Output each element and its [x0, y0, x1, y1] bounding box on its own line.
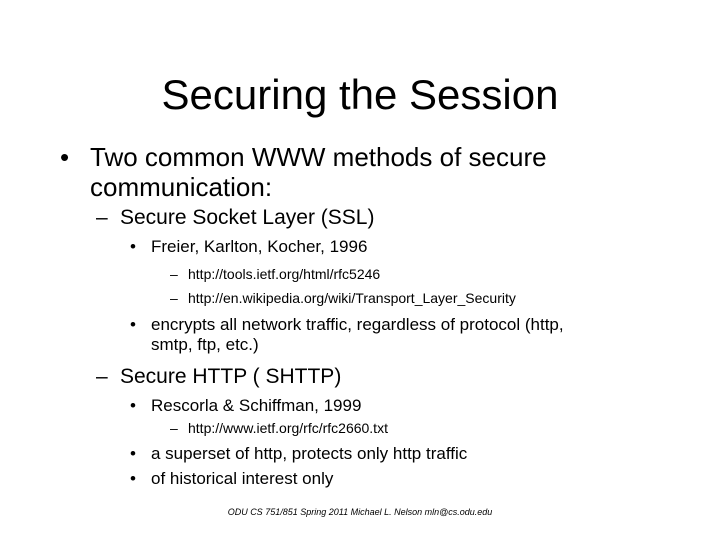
level3-marker: • — [130, 396, 136, 415]
slide-title: Securing the Session — [161, 71, 559, 118]
level3-marker: • — [130, 444, 136, 463]
subbullet-ssl: Secure Socket Layer (SSL) — [120, 206, 375, 229]
shttp-description: a superset of http, protects only http traffic — [151, 444, 468, 463]
ssl-link-rfc5246[interactable]: http://tools.ietf.org/html/rfc5246 — [188, 266, 381, 282]
bullet-text-continued: communication: — [90, 172, 273, 202]
ssl-link-wikipedia[interactable]: http://en.wikipedia.org/wiki/Transport_Layer_Security — [188, 290, 516, 306]
subbullet-marker: – — [96, 206, 108, 229]
bullet-marker: • — [60, 142, 70, 172]
bullet-text: Two common WWW methods of secure — [90, 142, 547, 172]
level4-marker: – — [170, 266, 178, 282]
shttp-historical-note: of historical interest only — [151, 469, 334, 488]
level3-marker: • — [130, 315, 136, 334]
ssl-description-continued: smtp, ftp, etc.) — [151, 335, 259, 354]
subbullet-marker: – — [96, 365, 108, 388]
level3-marker: • — [130, 469, 136, 488]
ssl-description: encrypts all network traffic, regardless of protocol (http, — [151, 315, 564, 334]
subbullet-shttp: Secure HTTP ( SHTTP) — [120, 365, 342, 388]
level3-marker: • — [130, 237, 136, 256]
shttp-link-rfc2660[interactable]: http://www.ietf.org/rfc/rfc2660.txt — [188, 420, 388, 436]
ssl-authors: Freier, Karlton, Kocher, 1996 — [151, 237, 368, 256]
shttp-authors: Rescorla & Schiffman, 1999 — [151, 396, 362, 415]
level4-marker: – — [170, 420, 178, 436]
level4-marker: – — [170, 290, 178, 306]
slide-footer: ODU CS 751/851 Spring 2011 Michael L. Nelson mln@cs.odu.edu — [227, 507, 493, 517]
